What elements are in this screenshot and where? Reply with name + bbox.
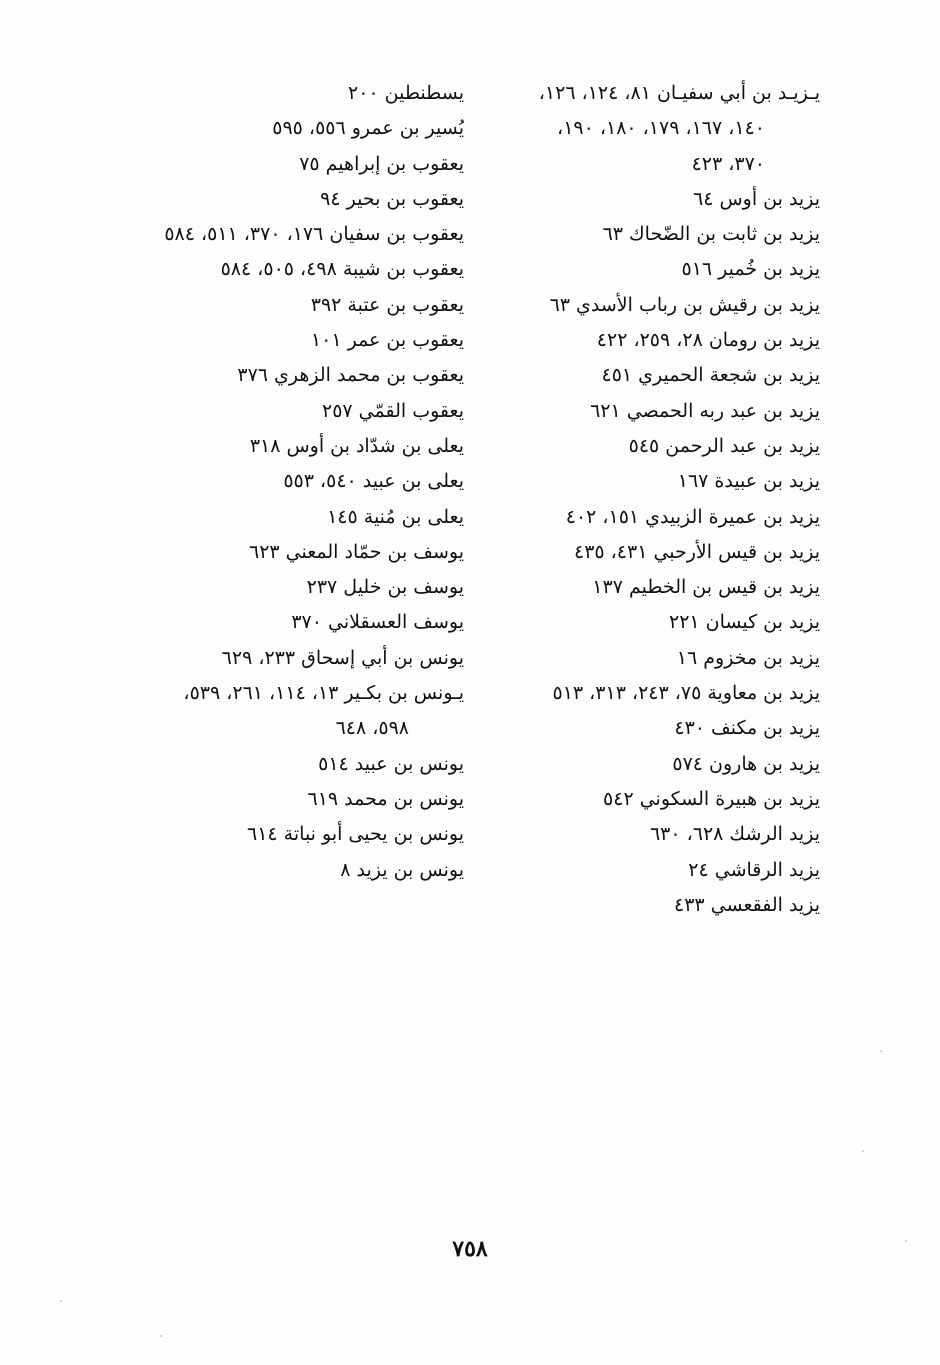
index-entry: يعقوب بن سفيان ١٧٦، ٣٧٠، ٥١١، ٥٨٤ <box>164 223 464 246</box>
page-number: ٧٥٨ <box>452 1236 488 1262</box>
index-entry: يزيد الفقعسي ٤٣٣ <box>674 893 820 916</box>
index-entry: يـونس بن بكـير ١٣، ١١٤، ٢٦١، ٥٣٩، <box>183 682 464 705</box>
index-entry: يزيد الرقاشي ٢٤ <box>688 858 820 881</box>
index-entry: يعقوب بن عتبة ٣٩٢ <box>310 293 464 316</box>
index-entry: يزيد بن أوس ٦٤ <box>693 187 820 210</box>
index-entry: يونس بن عبيد ٥١٤ <box>318 752 464 775</box>
index-entry: يوسف بن حمّاد المعني ٦٢٣ <box>249 540 464 563</box>
index-entry: يعلى بن عبيد ٥٤٠، ٥٥٣ <box>283 470 464 493</box>
index-entry: يزيد بن رومان ٢٨، ٢٥٩، ٤٢٢ <box>596 329 820 352</box>
index-entry: يوسف بن خليل ٢٣٧ <box>306 576 464 599</box>
index-entry: يزيد بن عبد الرحمن ٥٤٥ <box>628 434 820 457</box>
scan-speck <box>880 1050 882 1052</box>
index-entry: يونس بن أبي إسحاق ٢٣٣، ٦٢٩ <box>221 646 464 669</box>
index-column-left <box>114 76 464 888</box>
scan-speck <box>862 1150 864 1152</box>
index-entry: يزيد بن معاوية ٧٥، ٢٤٣، ٣١٣، ٥١٣ <box>552 682 820 705</box>
index-entry: يزيد بن مخزوم ١٦ <box>676 646 820 669</box>
index-entry: يزيد بن مكنف ٤٣٠ <box>674 717 820 740</box>
scan-speck <box>905 1240 907 1242</box>
index-entry: يزيد بن خُمير ٥١٦ <box>681 258 820 281</box>
index-entry: يزيد بن هبيرة السكوني ٥٤٢ <box>603 787 820 810</box>
index-entry: يزيد بن قيس بن الخطيم ١٣٧ <box>592 576 820 599</box>
index-entry: يونس بن يحيى أبو نباتة ٦١٤ <box>247 823 464 846</box>
index-entry: يزيد بن عميرة الزبيدي ١٥١، ٤٠٢ <box>565 505 820 528</box>
index-entry: يزيد بن كيسان ٢٢١ <box>669 611 820 634</box>
index-entry: يزيد بن رقيش بن رباب الأسدي ٦٣ <box>549 293 820 316</box>
index-entry: يعقوب بن عمر ١٠١ <box>310 329 464 352</box>
index-entry: يعلى بن شدّاد بن أوس ٣١٨ <box>249 434 464 457</box>
index-entry: يعقوب بن بحير ٩٤ <box>320 187 464 210</box>
index-entry: يسطنطين ٢٠٠ <box>347 82 464 104</box>
index-entry-continuation: ١٤٠، ١٦٧، ١٧٩، ١٨٠، ١٩٠، <box>557 117 765 140</box>
index-entry-continuation: ٥٩٨، ٦٤٨ <box>335 717 409 740</box>
index-entry: يـزيـد بن أبي سفيـان ٨١، ١٢٤، ١٢٦، <box>538 82 820 104</box>
index-entry: يزيد بن عبيدة ١٦٧ <box>677 470 820 493</box>
index-entry: يزيد الرشك ٦٢٨، ٦٣٠ <box>649 823 820 846</box>
index-entry: يعلى بن مُنية ١٤٥ <box>327 505 464 528</box>
index-entry: يعقوب بن محمد الزهري ٣٧٦ <box>237 364 464 387</box>
index-entry: يعقوب بن شيبة ٤٩٨، ٥٠٥، ٥٨٤ <box>220 258 464 281</box>
index-entry: يزيد بن قيس الأرحبي ٤٣١، ٤٣٥ <box>573 540 820 563</box>
index-column-right <box>490 76 820 923</box>
index-entry: يعقوب بن إبراهيم ٧٥ <box>299 152 464 175</box>
scan-speck <box>160 1335 162 1337</box>
index-entry: يزيد بن هارون ٥٧٤ <box>672 752 820 775</box>
index-entry: يزيد بن ثابت بن الضّحاك ٦٣ <box>602 223 820 246</box>
index-entry: يزيد بن عبد ربه الحمصي ٦٢١ <box>590 399 820 422</box>
index-entry: يوسف العسقلاني ٣٧٠ <box>291 611 464 634</box>
scan-speck <box>60 1300 62 1302</box>
index-entry: يعقوب القمّي ٢٥٧ <box>322 399 464 422</box>
index-entry: يزيد بن شجعة الحميري ٤٥١ <box>601 364 820 387</box>
index-entry: يونس بن يزيد ٨ <box>340 858 464 881</box>
index-entry: يونس بن محمد ٦١٩ <box>307 787 464 810</box>
index-entry: يُسير بن عمرو ٥٥٦، ٥٩٥ <box>272 117 464 140</box>
index-entry-continuation: ٣٧٠، ٤٢٣ <box>691 152 765 175</box>
